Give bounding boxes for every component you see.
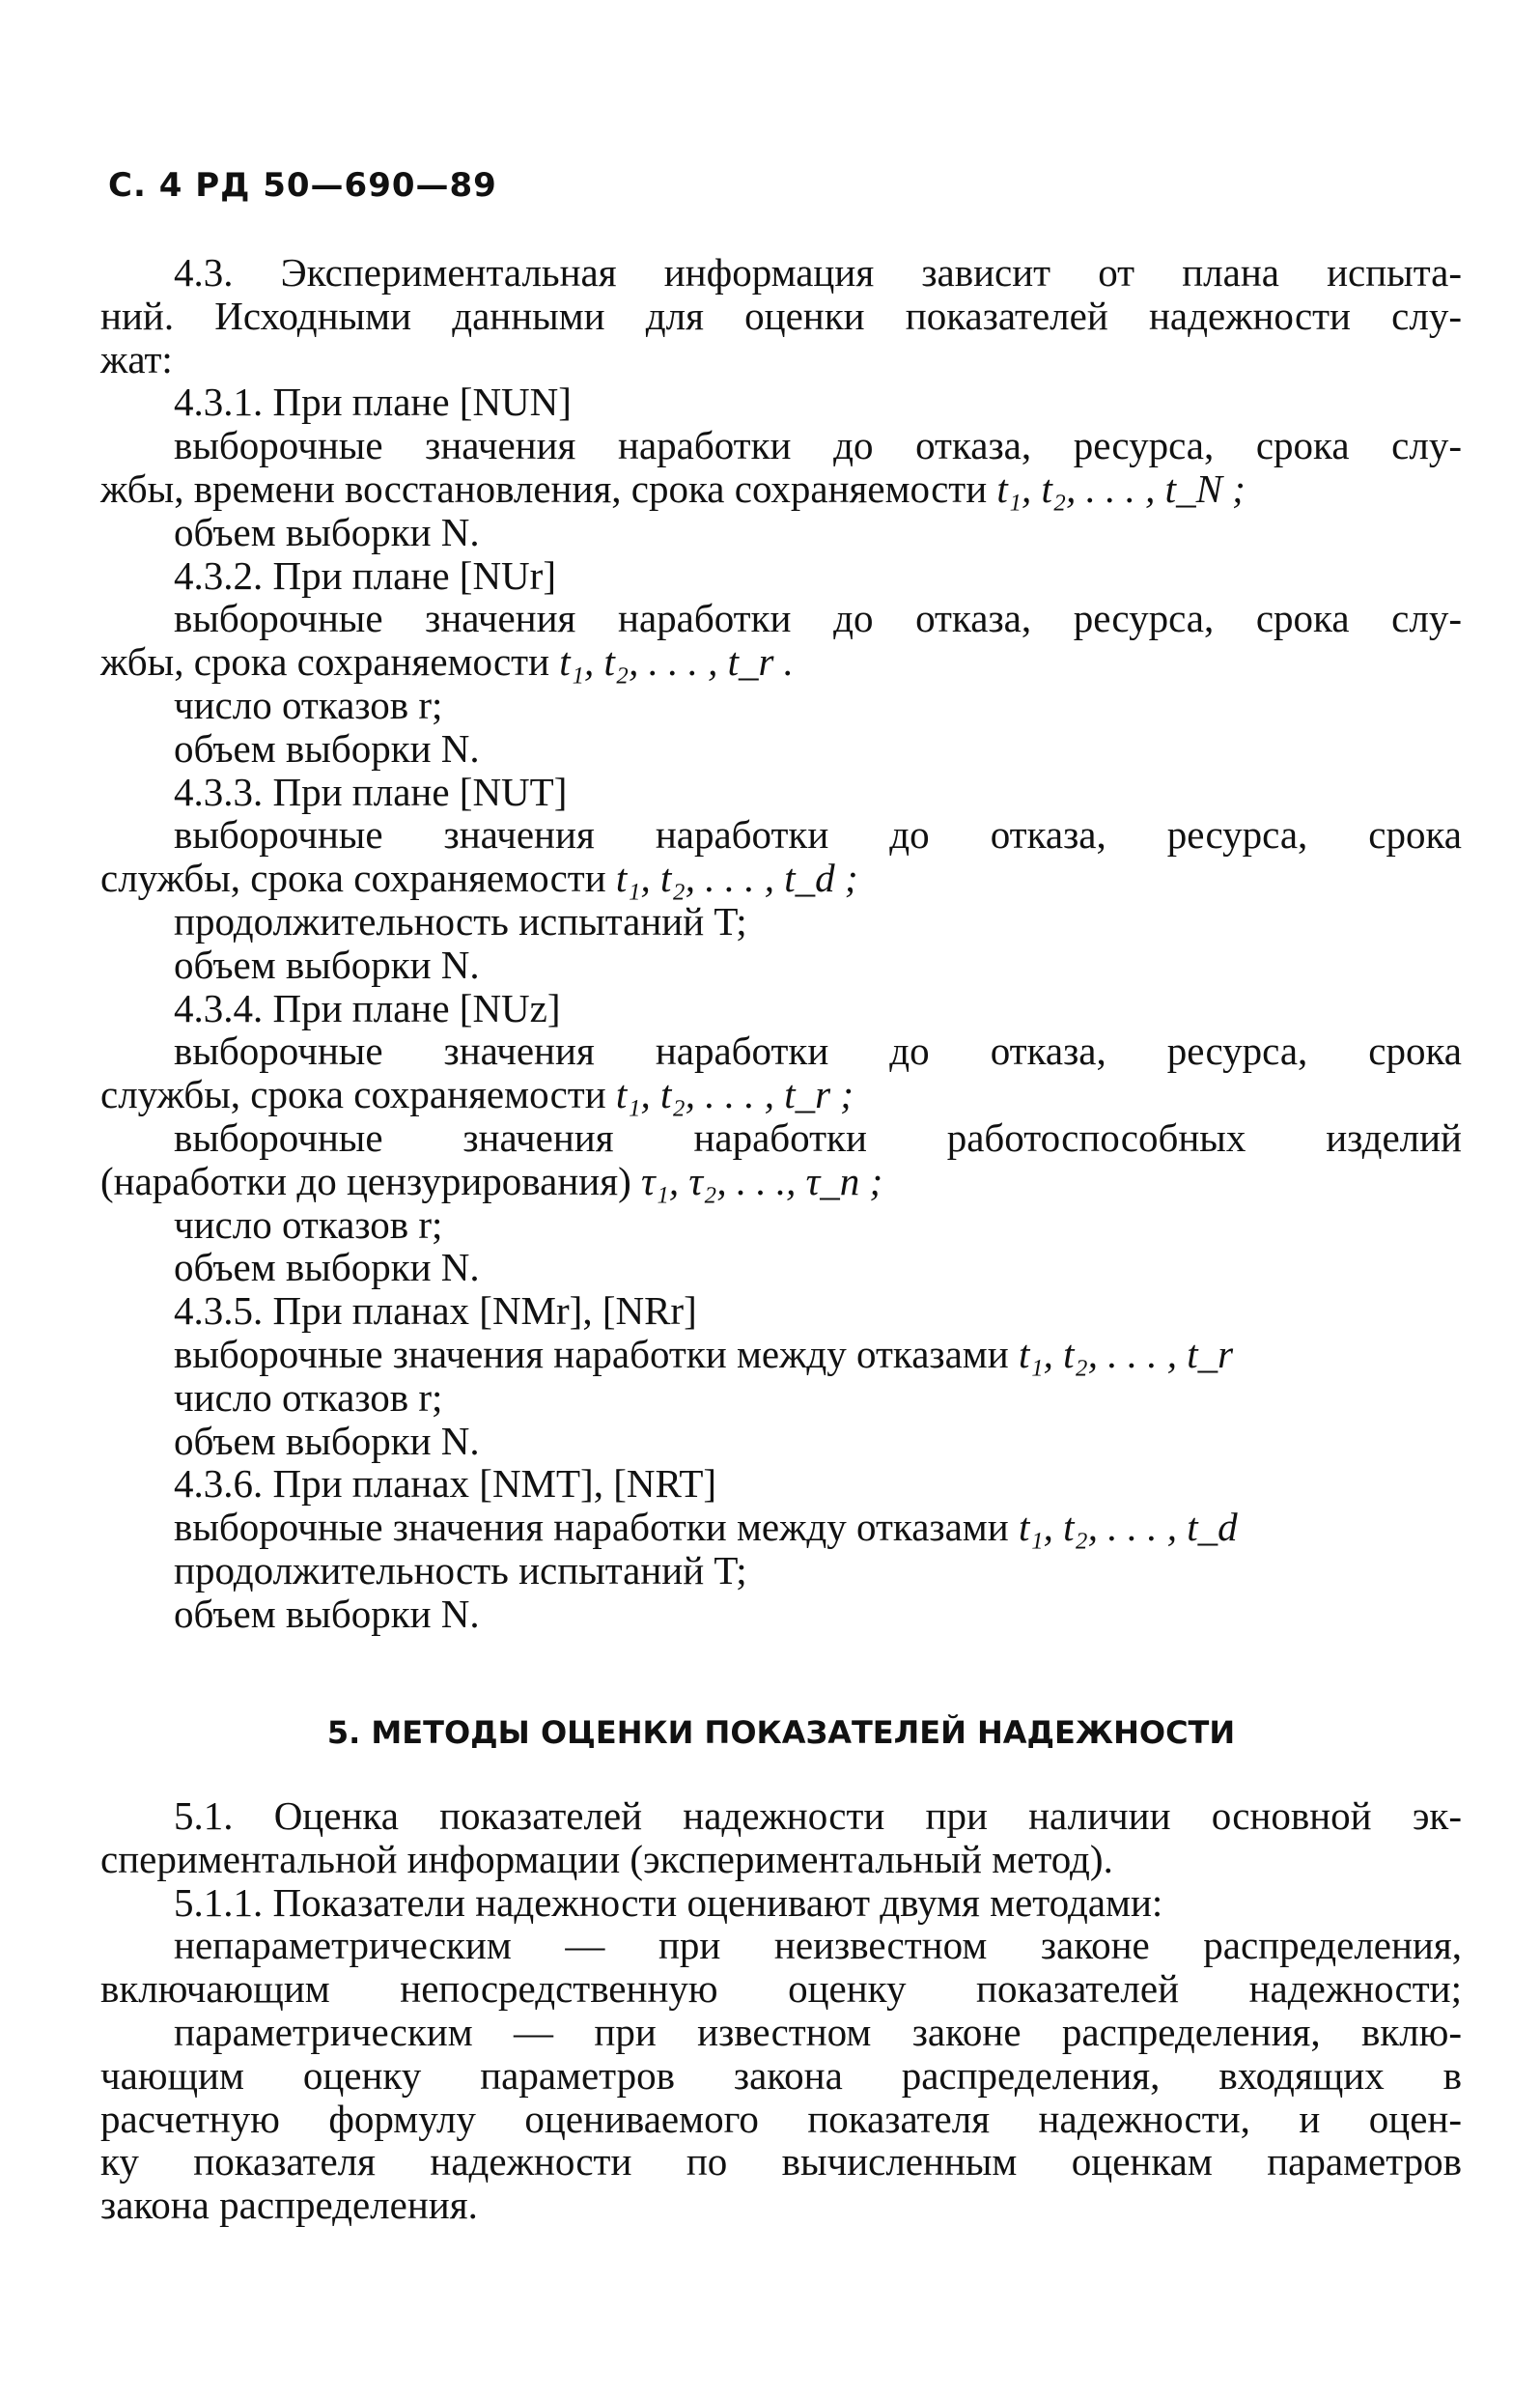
text-line: объем выборки N. <box>174 725 480 771</box>
text-line: ний. Исходными данными для оценки показателей надежности слу- <box>100 293 1462 338</box>
text-line: число отказов r; <box>174 1374 443 1420</box>
subsection-title: 4.3.6. При планах [NMT], [NRT] <box>174 1461 717 1507</box>
text-line: жат: <box>100 336 173 381</box>
subsection-title: 4.3.4. При плане [NUz] <box>174 985 561 1030</box>
math-sequence: t₁, t₂, . . . , t_r . <box>559 639 794 685</box>
text-line: непараметрическим — при неизвестном законе распределения, <box>174 1923 1462 1968</box>
math-sequence: τ₁, τ₂, . . ., τ_n ; <box>640 1158 883 1203</box>
text-line: выборочные значения наработки до отказа, ресурса, срока слу- <box>174 423 1462 468</box>
subsection-title: 4.3.2. При плане [NUr] <box>174 552 556 598</box>
text-fragment: службы, срока сохраняемости <box>100 1072 606 1117</box>
text-fragment: выборочные значения наработки между отказами <box>174 1331 1009 1376</box>
section-4-3 <box>100 251 1462 1636</box>
text-line <box>100 640 1462 684</box>
text-line <box>100 467 1462 511</box>
text-line: число отказов r; <box>174 682 443 727</box>
math-sequence: t₁, t₂, . . . , t_N ; <box>996 465 1246 511</box>
text-line: объем выборки N. <box>174 1245 480 1290</box>
text-line: число отказов r; <box>174 1201 443 1247</box>
text-line: ку показателя надежности по вычисленным оценкам параметров <box>100 2139 1462 2185</box>
text-line <box>100 1506 1462 1549</box>
text-line: параметрическим — при известном законе распределения, вклю- <box>174 2009 1462 2054</box>
text-fragment: жбы, срока сохраняемости <box>100 639 550 685</box>
text-fragment: выборочные значения наработки между отказами <box>174 1505 1009 1550</box>
text-fragment: (наработки до цензурирования) <box>100 1158 631 1203</box>
text-line: спериментальной информации (экспериментальный метод). <box>100 1836 1113 1881</box>
text-line: выборочные значения наработки работоспособных изделий <box>174 1114 1462 1160</box>
text-line: объем выборки N. <box>174 509 480 554</box>
math-sequence: t₁, t₂, . . . , t_d ; <box>615 856 858 901</box>
text-line: закона распределения. <box>100 2183 478 2228</box>
text-line: объем выборки N. <box>174 942 480 987</box>
text-line <box>100 1160 1462 1203</box>
text-line: выборочные значения наработки до отказа, ресурса, срока слу- <box>174 596 1462 641</box>
text-line: объем выборки N. <box>174 1418 480 1463</box>
text-line: расчетную формулу оцениваемого показателя надежности, и оцен- <box>100 2096 1462 2141</box>
text-line: 5.1. Оценка показателей надежности при наличии основной эк- <box>174 1793 1462 1838</box>
text-fragment: службы, срока сохраняемости <box>100 856 606 901</box>
text-line <box>100 1073 1462 1116</box>
math-sequence: t₁, t₂, . . . , t_r ; <box>615 1072 854 1117</box>
text-line <box>100 857 1462 900</box>
text-line: 5.1.1. Показатели надежности оценивают двумя методами: <box>174 1879 1163 1925</box>
subsection-title: 4.3.3. При плане [NUT] <box>174 769 568 814</box>
text-line: выборочные значения наработки до отказа, ресурса, срока <box>174 812 1462 858</box>
text-line: продолжительность испытаний T; <box>174 898 747 944</box>
text-fragment: жбы, времени восстановления, срока сохраняемости <box>100 465 988 511</box>
text-line <box>100 1333 1462 1376</box>
section-5-1 <box>100 1794 1462 2227</box>
page-header: С. 4 РД 50—690—89 <box>108 166 497 205</box>
math-sequence: t₁, t₂, . . . , t_d <box>1018 1505 1238 1550</box>
text-line: 4.3. Экспериментальная информация зависит от плана испыта- <box>174 250 1462 295</box>
text-line: объем выборки N. <box>174 1591 480 1636</box>
text-line: включающим непосредственную оценку показателей надежности; <box>100 1966 1462 2012</box>
text-line: чающим оценку параметров закона распределения, входящих в <box>100 2052 1462 2098</box>
text-line: продолжительность испытаний T; <box>174 1547 747 1593</box>
section-title: 5. МЕТОДЫ ОЦЕНКИ ПОКАЗАТЕЛЕЙ НАДЕЖНОСТИ <box>326 1714 1236 1751</box>
subsection-title: 4.3.1. При плане [NUN] <box>174 380 572 425</box>
text-line: выборочные значения наработки до отказа, ресурса, срока <box>174 1029 1462 1074</box>
math-sequence: t₁, t₂, . . . , t_r <box>1018 1331 1234 1376</box>
subsection-title: 4.3.5. При планах [NMr], [NRr] <box>174 1288 697 1334</box>
